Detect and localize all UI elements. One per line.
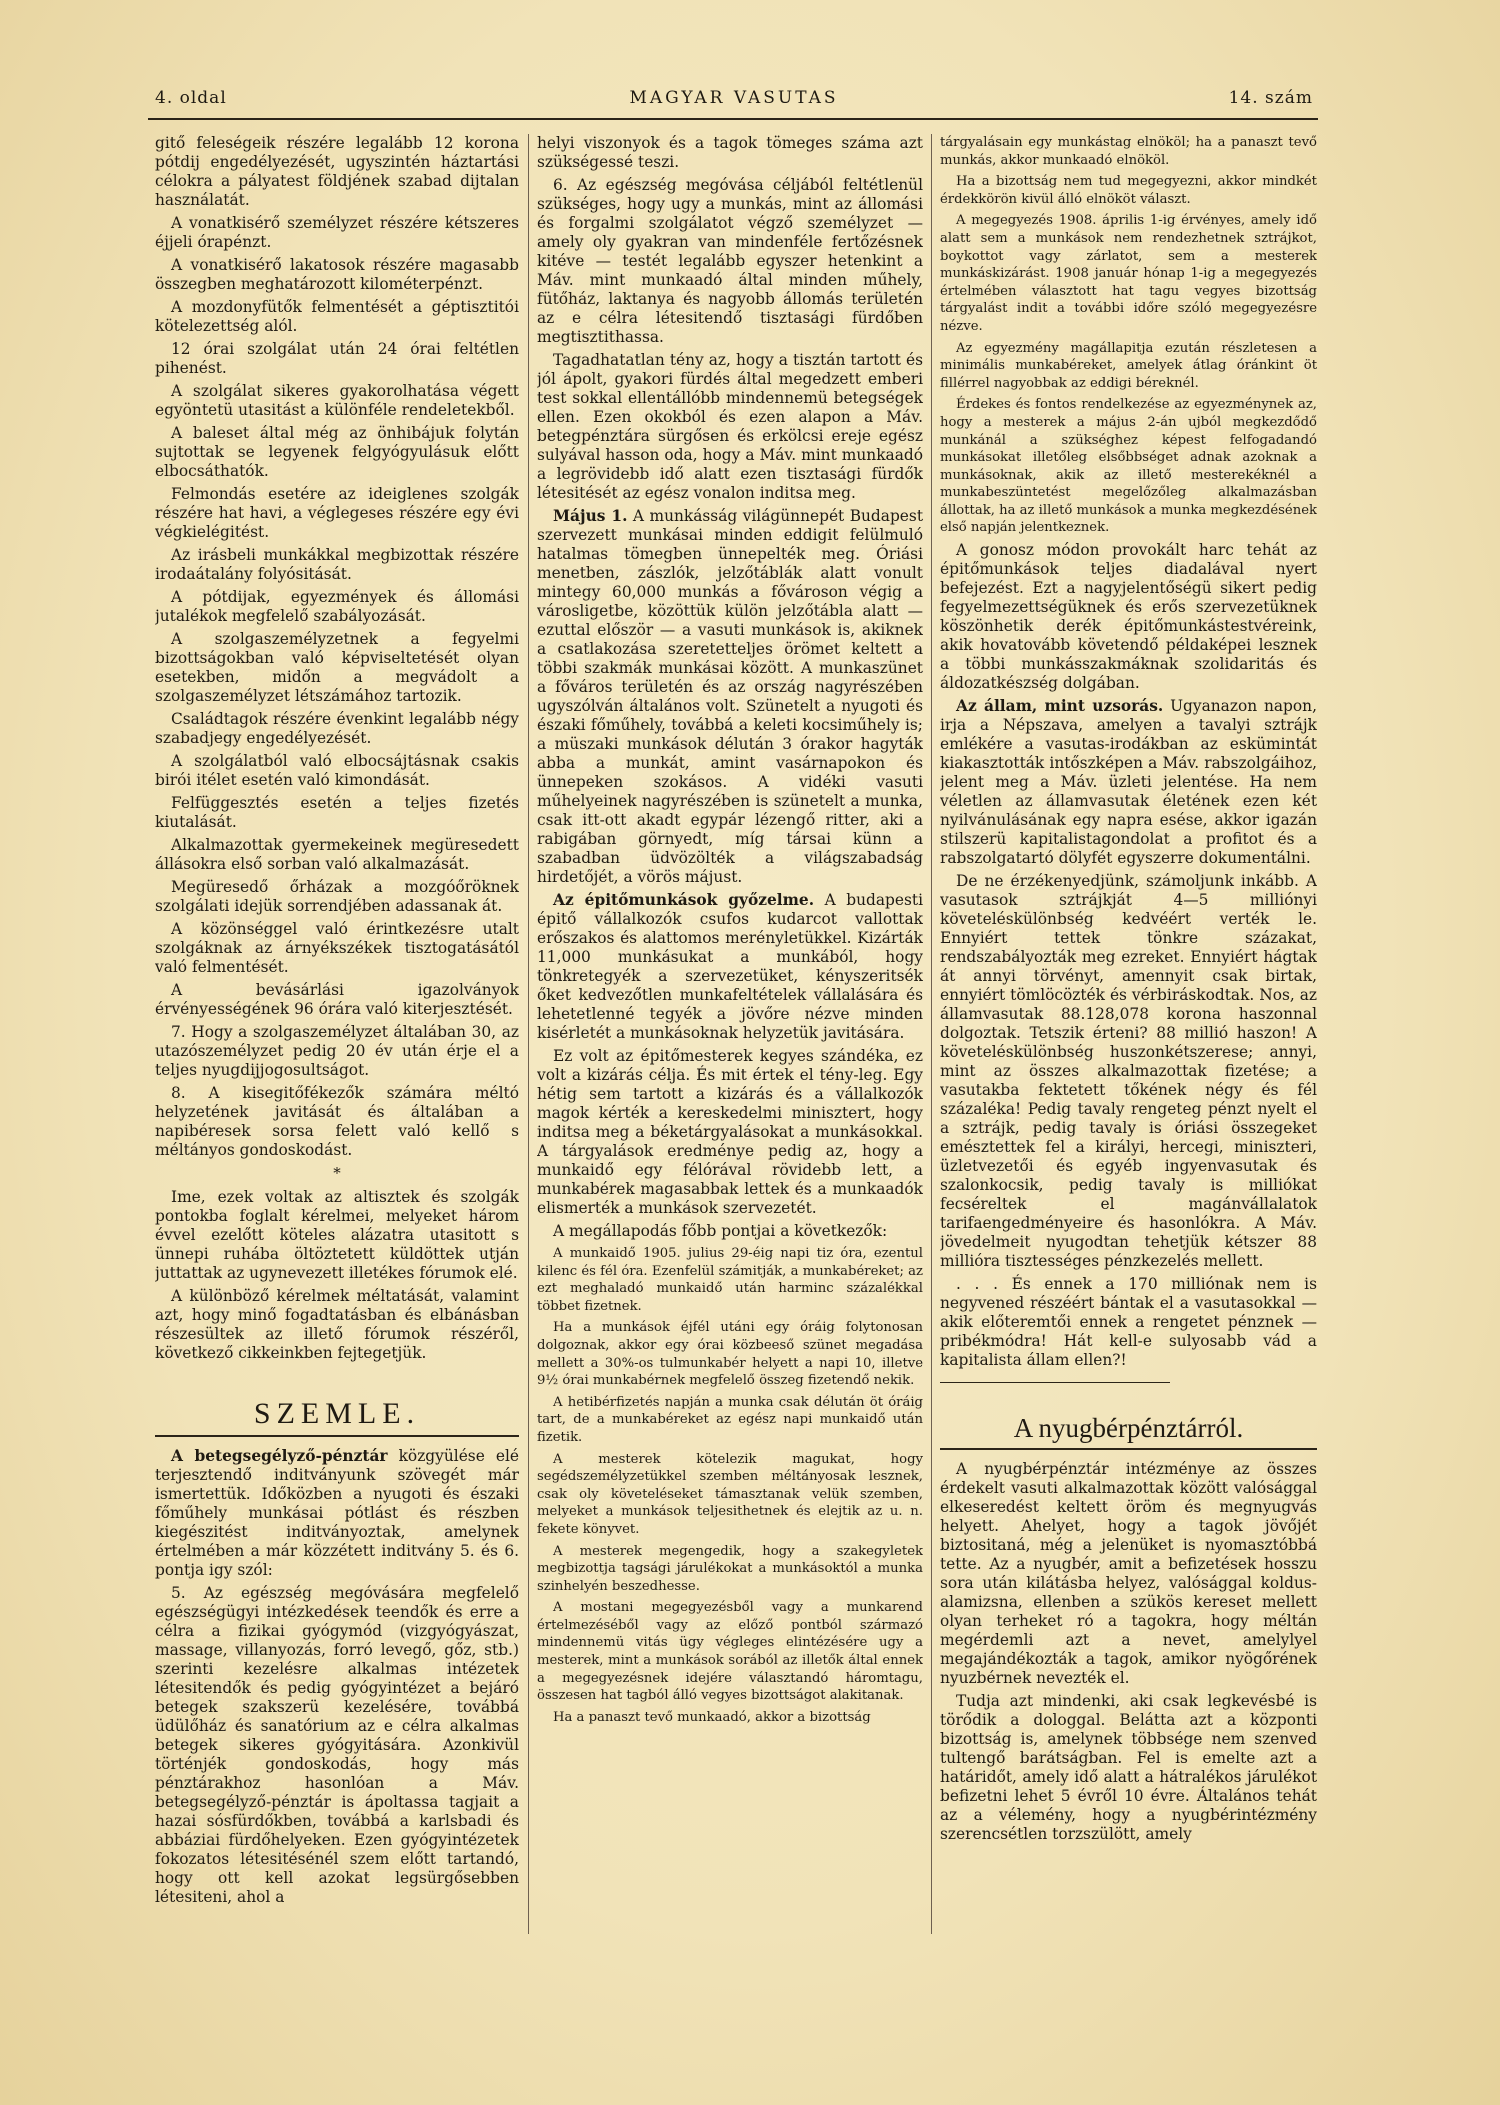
paragraph: Ez volt az épitőmesterek kegyes szándéka, ez volt a kizárás célja. És mit értek el tény-leg. Egy hétig sem tartott a kizárás és a vállalkozók magok kérték a kereskedelmi minisztert, hogy inditsa meg a béketárgyalásokat a munkásokkal. A tárgyalások eredménye pedig az, hogy a munkaidő egy félórával rövidebb lett, a munkabérek magasabbak lettek és a munkaadók elismerték a munkások szervezetét. [537, 1047, 923, 1217]
column-2 [537, 134, 923, 1934]
paragraph: helyi viszonyok és a tagok tömeges száma azt szükségessé teszi. [537, 134, 923, 171]
small-paragraph: A mesterek kötelezik magukat, hogy segédszemélyzetükkel szemben méltányosak lesznek, csak oly követeléseket támasztanak velük szemben, melyeket a munkások teljesithetnek és elejtik az u. n. fekete könyvet. [537, 1451, 923, 1537]
paragraph: A szolgálatból való elbocsájtásnak csakis birói itélet esetén való kimondását. [155, 752, 519, 789]
paragraph: A vonatkisérő lakatosok részére magasabb összegben meghatározott kilométerpénzt. [155, 256, 519, 293]
masthead-title: MAGYAR VASUTAS [629, 88, 839, 108]
paragraph-text: A budapesti épitő vállalkozók csufos kudarcot vallottak erőszakos és alattomos merényletükkel. Kizárták 11,000 munkásukat a munkából, hogy tönkretegyék a szervezetüket, kényszeritsék őket kedvezőtlen munkafeltételek vállalására és lehetetlenné tegyék a jövőre nézve minden kisérletét a munkásoknak helyzetük javitására. [537, 891, 923, 1042]
szemle-heading: SZEMLE. [253, 1397, 421, 1430]
paragraph: De ne érzékenyedjünk, számoljunk inkább. A vasutasok sztrájkját 4—5 milliónyi követeléskülönbség kedvéért verték le. Ennyiért tettek tönkre százakat, rendszabályozták meg ezreket. Ennyiért hágtak át annyi törvényt, amennyit csak birtak, ennyiért tömlöcözték és vérbiráskodtak. Nos, az államvasutak 88.128,078 korona haszonnal dolgoztak. Tetszik érteni? 88 millió haszon! A követeléskülönbség huszonkétszerese; annyi, mint az összes alkalmazottak fizetése; a vasutakba fektetett tőkének négy és fél százaléka! Pedig tavaly rengeteg pénzt nyelt el a sztrájk, pedig tavaly is óriási összegeket emésztettek fel a királyi, hercegi, miniszteri, üzletvezetői és egyéb ingyenvasutak és szalonkocsik, pedig tavaly is milliókat fecséreltek el magánvállalatok tarifaengedményeire és hasonlókra. A Máv. jövedelmeit nyugodtan tehetjük kétszer 88 millióra tisztességes pénzkezelés mellett. [940, 872, 1317, 1271]
paragraph [155, 1447, 519, 1580]
lead-in: Az állam, mint uzsorás. [956, 697, 1164, 716]
paragraph: Ime, ezek voltak az altisztek és szolgák pontokba foglalt kérelmei, melyeket három évvel ezelőtt köteles alázatra utasitott s ünnepi ruhába öltöztetett küldöttek utján juttattak az ugynevezett illetékes fórumok elé. [155, 1188, 519, 1282]
small-paragraph: A hetibérfizetés napján a munka csak délután öt óráig tart, de a munkabéreket az egész napi munkaidő után fizetik. [537, 1394, 923, 1445]
heading-rule [940, 1448, 1317, 1450]
paragraph: Tudja azt mindenki, aki csak legkevésbé is törődik a dologgal. Belátta azt a központi bizottság is, amelynek többsége nem szenved tultengő barátságban. Fel is emelte azt a határidőt, amely idő alatt a hátralékos járulékot befizetni lehet 5 évről 10 évre. Általános tehát az a vélemény, hogy a nyugbérintézmény szerencsétlen torzszülött, amely [940, 1692, 1317, 1844]
section-end-rule [940, 1382, 1170, 1383]
column-divider [931, 134, 932, 1934]
column-3 [940, 134, 1317, 1934]
paragraph: Felfüggesztés esetén a teljes fizetés kiutalását. [155, 794, 519, 831]
paragraph: A megállapodás főbb pontjai a következők: [553, 1222, 888, 1240]
paragraph: Megüresedő őrházak a mozgóőröknek szolgálati idejük sorrendjében adassanak át. [155, 878, 519, 915]
paragraph-text: Ugyanazon napon, irja a Népszava, amelyen a tavalyi sztrájk emlékére a vasutas-irodákban az eskümintát kiakasztották intőszképen a Máv. rabszolgáihoz, jelent meg a Máv. üzleti jelentése. Ha nem véletlen az államvasutak életének ezen két nyilvánulásának egy napra esése, akkor igazán stilszerü kapitalistagondolat a profitot és a rabszolgatartó dölyfét egyszerre dokumentálni. [940, 697, 1317, 868]
paragraph: A különböző kérelmek méltatását, valamint azt, hogy minő fogadtatásban és elbánásban részesültek az illető fórumok részéről, következő cikkeinkben fejtegetjük. [155, 1287, 519, 1362]
paragraph [940, 697, 1317, 868]
lead-in: A betegsegélyző-pénztár [171, 1447, 388, 1465]
paragraph: gitő feleségeik részére legalább 12 korona pótdij engedélyezését, ugyszintén háztartási célokra a pályatest földjének szabad dijtalan használatát. [155, 134, 519, 209]
paragraph: Az irásbeli munkákkal megbizottak részére irodaátalány folyósitását. [155, 546, 519, 583]
paragraph: 6. Az egészség megóvása céljából feltétlenül szükséges, hogy ugy a munkás, mint az állomási és forgalmi szolgálatot végző személyzet — amely oly gyakran van mindenféle fertőzésnek kitéve — testét legalább egyszer hetenkint a Máv. mint munkaadó által minden műhely, fütőház, laktanya és nagyobb állomás területén az e célra létesitendő tisztasági fürdőben megtisztithassa. [537, 176, 923, 346]
small-paragraph: A munkaidő 1905. julius 29-éig napi tiz óra, ezentul kilenc és fél óra. Ezenfelül számitják, a munkabéreket; az ezt meghaladó munkaidő után harminc százalékkal többet fizetnek. [537, 1246, 923, 1314]
paragraph: 7. Hogy a szolgaszemélyzet általában 30, az utazószemélyzet pedig 20 év után érje el a teljes nyugdijjogosultságot. [155, 1023, 519, 1079]
paragraph: A baleset által még az önhibájuk folytán sujtottak se legyenek felgyógyulásuk előtt elbocsáthatók. [155, 424, 519, 480]
small-paragraph: Az egyezmény magállapitja ezután részletesen a minimális munkabéreket, amelyek átlag óránkint öt fillérrel nagyobbak az eddigi béreknél. [940, 340, 1317, 391]
small-paragraph: A megegyezés 1908. április 1-ig érvényes, amely idő alatt sem a munkások nem rendezhetnek sztrájkot, boykottot vagy zárlatot, sem a mesterek munkáskizárást. 1908 január hónap 1-ig a megegyezés értelmében választott hat tagu vegyes bizottság tárgyalást indit a további időre szóló megegyezésre nézve. [940, 213, 1317, 334]
page-header [155, 88, 1313, 118]
paragraph: A közönséggel való érintkezésre utalt szolgáknak az árnyékszékek tisztogatásától való felmentését. [155, 920, 519, 976]
small-paragraph: Ha a bizottság nem tud megegyezni, akkor mindkét érdekkörön kivül álló elnököt választ. [940, 174, 1317, 207]
small-paragraph: Ha a munkások éjfél utáni egy óráig folytonosan dolgoznak, akkor egy órai közbeeső szünet megadása mellett a 30%-os tulmunkabér helyett a napi 10, illetve 9½ órai munkabérnek megfelelő összeg fizetendő nekik. [537, 1320, 923, 1389]
issue-number: 14. szám [1228, 88, 1313, 108]
paragraph: A pótdijak, egyezmények és állomási jutalékok megfelelő szabályozását. [155, 588, 519, 625]
paragraph: 8. A kisegitőfékezők számára méltó helyzetének javitását és általában a napibéresek sorsa felett való kellő s méltányos gondoskodást. [155, 1084, 519, 1159]
heading-rule [155, 1435, 519, 1437]
lead-in: Május 1. [553, 507, 628, 525]
small-paragraph: A mostani megegyezésből vagy a munkarend értelmezéséből vagy az előző pontból származó mindennemü vitás ügy végleges elintézésére ugy a mesterek, mint a munkások sorából az illetők által ennek a megegyezésnek idejére választandó háromtagu, összesen hat tagból álló vegyes bizottságot alakitanak. [537, 1600, 923, 1704]
paragraph [537, 891, 923, 1043]
paragraph: A szolgaszemélyzetnek a fegyelmi bizottságokban való képviseltetését olyan esetekben, midőn a megvádolt a szolgaszemélyzet létszámához tartozik. [155, 630, 519, 705]
paragraph-text: A munkásság világünnepét Budapest szervezett munkásai minden eddigit felülmuló hatalmas tömegben ünnepelték meg. Óriási menetben, zászlók, jelzőtáblák alatt vonult mintegy 60,000 munkás a fővároson végig a városligetbe, közöttük külön jelzőtábla alatt — ezuttal először — a vasuti munkások is, akiknek a csatlakozása szeretetteljes örömet keltett a többi szakmák munkásai között. A munkaszünet a főváros területén és az ország nagyrészében ugyszólván általános volt. Szünetelt a nyugoti és északi főműhely, továbbá a keleti kocsiműhely is; a müszaki munkások délután 3 órakor hagyták abba a munkát, amint vasárnapokon és ünnepeken szokásos. A vidéki vasuti műhelyeinek nagyrészében is szünetelt a munka, csak itt-ott akadt egypár lézengő ritter, aki a rabigában görnyedt, míg társai künn a szabadban üdvözölték a világszabadság hirdetőjét, a vörös májust. [537, 507, 923, 886]
paragraph: 12 órai szolgálat után 24 órai feltétlen pihenést. [155, 340, 519, 377]
lead-in: Az épitőmunkások győzelme. [553, 891, 815, 909]
paragraph: . . . És ennek a 170 milliónak nem is negyvened részéért bántak el a vasutasokkal — akik előteremtői ennek a rengetet pénznek — pribékmódra! Hát kell-e sulyosabb vád a kapitalista állam ellen?! [940, 1275, 1317, 1370]
small-paragraph: tárgyalásain egy munkástag elnököl; ha a panaszt tevő munkás, akkor munkaadó elnököl. [940, 135, 1317, 168]
nyugberpenztar-heading: A nyugbérpénztárról. [1013, 1413, 1244, 1444]
paragraph: A gonosz módon provokált harc tehát az épitőmunkások teljes diadalával nyert befejezést. Ezt a nagyjelentőségü sikert pedig fegyelmezettségüknek és erős szervezetüknek köszönhetik derék épitőmunkástestvéreink, akik hovatovább követendő példaképei lesznek a többi munkásszakmáknak szolidaritás és áldozatkészség dolgában. [940, 541, 1317, 693]
paragraph-text: közgyülése elé terjesztendő inditványunk szövegét már ismertettük. Időközben a nyugoti és északi főműhely munkásai pótlást és részben kiegészitést inditványoztak, amelynek értelmében a már közzétett inditvány 5. és 6. pontja igy szól: [155, 1447, 519, 1579]
small-paragraph: Ha a panaszt tevő munkaadó, akkor a bizottság [553, 1709, 871, 1725]
column-1 [155, 134, 519, 1934]
section-asterisk: * [333, 1164, 341, 1182]
paragraph: A nyugbérpénztár intézménye az összes érdekelt vasuti alkalmazottak között valósággal elkeseredést keltett öröm és megnyugvás helyett. Ahelyet, hogy a tagok jövőjét biztositaná, még a jelenüket is nyomasztóbbá tette. Az a nyugbér, amit a befizetések hosszu sora után kilátásba helyez, valósággal koldus-alamizsna, ellenben a szükös kereset mellett olyan terheket ró a tagokra, hogy méltán megérdemli azt a nevet, amelylyel megajándékozták a tagok, amikor nyögőrének nyuzbérnek nevezték el. [940, 1460, 1317, 1688]
paragraph [537, 507, 923, 887]
paragraph: A szolgálat sikeres gyakorolhatása végett egyöntetü utasitást a különféle rendeletekből. [155, 382, 519, 419]
paragraph: 5. Az egészség megóvására megfelelő egészségügyi intézkedések teendők és erre a célra a fizikai gyógymód (vizgyógyászat, massage, villanyozás, forró levegő, gőz, stb.) szerinti kezelésre alkalmas intézetek létesitendők és pedig gyógyintézet a bejáró betegek szakszerü kezelésére, továbbá üdülőház és sanatórium az e célra alkalmas betegek sikeres gyógyitására. Azonkivül történjék gondoskodás, hogy más pénztárakhoz hasonlóan a Máv. betegsegélyző-pénztár is ápoltassa tagjait a hazai sósfürdőkben, továbbá a karlsbadi és abbáziai fürdőhelyeken. Ezen gyógyintézetek fokozatos létesitésénél szem előtt tartandó, hogy ott kell azokat legsürgősebben létesiteni, ahol a [155, 1584, 519, 1906]
paragraph: A mozdonyfütők felmentését a géptisztitói kötelezettség alól. [155, 298, 519, 335]
small-paragraph: Érdekes és fontos rendelkezése az egyezménynek az, hogy a mesterek a május 2-án ujból megkezdődő munkánál a szükséghez képest felfogadandó munkásokat illetőleg elsőbbséget adnak azoknak a munkásoknak, akik az illető mesterekéknél a munkabeszüntetést megelőzőleg alkalmazásban állottak, ha az illető munkások a munka megkezdésének első napján jelentkeznek. [940, 397, 1317, 536]
paragraph: Felmondás esetére az ideiglenes szolgák részére hat havi, a véglegeses részére egy évi végkielégitést. [155, 485, 519, 541]
paragraph: Családtagok részére évenkint legalább négy szabadjegy engedélyezését. [155, 710, 519, 747]
column-divider [528, 134, 529, 1934]
paragraph: A bevásárlási igazolványok érvényességének 96 órára való kiterjesztését. [155, 981, 519, 1018]
paragraph: Tagadhatatlan tény az, hogy a tisztán tartott és jól ápolt, gyakori fürdés által megedzett emberi test sokkal ellentállóbb mindennemü betegségek ellen. Ezen okokból és ezen alapon a Máv. betegpénztára sürgősen és erkölcsi ereje egész sulyával hasson oda, hogy a Máv. mint munkaadó a legrövidebb idő alatt ezen tisztasági fürdők létesitését az egész vonalon inditsa meg. [537, 351, 923, 502]
paragraph: A vonatkisérő személyzet részére kétszeres éjjeli órapénzt. [155, 214, 519, 251]
small-paragraph: A mesterek megengedik, hogy a szakegyletek megbizottja tagsági járulékokat a munkásoktól a munka szinhelyén beszedhesse. [537, 1543, 923, 1594]
header-rule [148, 118, 1318, 120]
page-number: 4. oldal [155, 88, 227, 108]
paragraph: Alkalmazottak gyermekeinek megüresedett állásokra első sorban való alkalmazását. [155, 836, 519, 873]
